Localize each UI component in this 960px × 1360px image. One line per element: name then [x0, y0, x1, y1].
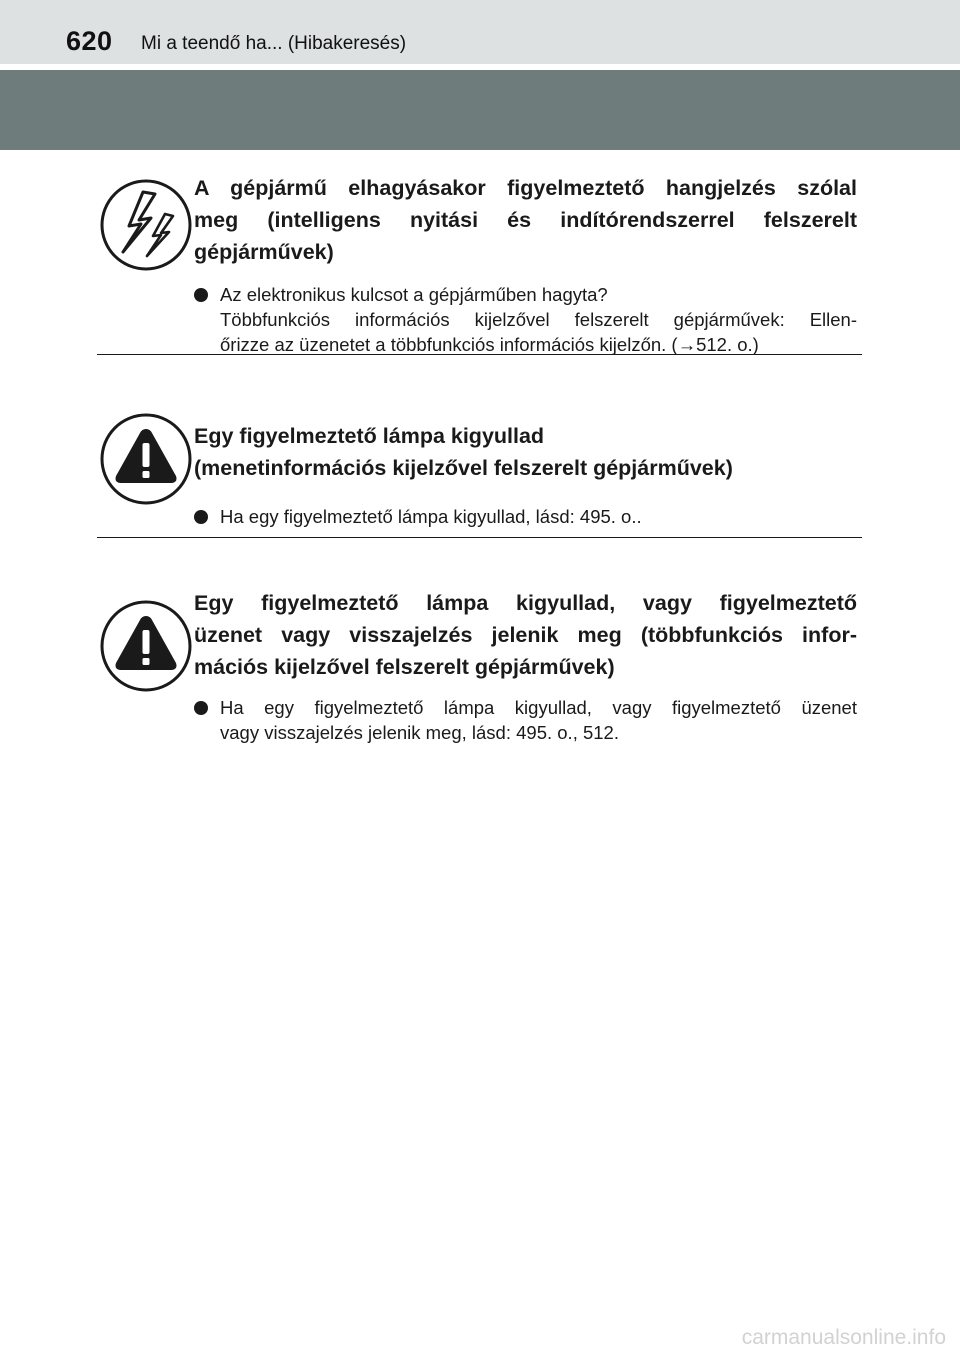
bullet-item	[194, 504, 857, 529]
bullet-line: Az elektronikus kulcsot a gépjárműben hagyta?	[220, 284, 608, 305]
heading-line: üzenet vagy visszajelzés jelenik meg (többfunkciós infor-	[194, 623, 857, 647]
heading-line: Egy figyelmeztető lámpa kigyullad, vagy figyelmeztető	[194, 591, 857, 615]
bullet-line: Ha egy figyelmeztető lámpa kigyullad, vagy figyelmeztető üzenet	[220, 697, 857, 718]
section-heading	[194, 587, 857, 683]
section-heading	[194, 420, 857, 484]
section-content	[194, 587, 857, 745]
bullet-icon	[194, 701, 208, 715]
watermark: carmanualsonline.info	[741, 1326, 946, 1349]
page-number: 620	[66, 26, 113, 56]
heading-line: meg (intelligens nyitási és indítórendszerrel felszerelt	[194, 208, 857, 232]
bullet-item	[194, 282, 857, 357]
heading-line: (menetinformációs kijelzővel felszerelt gépjárművek)	[194, 456, 733, 480]
warning-exclamation-icon	[99, 412, 193, 506]
electric-spark-icon	[99, 178, 193, 272]
section-heading	[194, 172, 857, 268]
bullet-item	[194, 695, 857, 745]
bullet-icon	[194, 510, 208, 524]
bullet-line: Többfunkciós információs kijelzővel felszerelt gépjárművek: Ellen-	[220, 309, 857, 330]
section-content	[194, 420, 857, 529]
section-band	[0, 70, 960, 150]
bullet-line: vagy visszajelzés jelenik meg, lásd: 495. o., 512.	[220, 722, 619, 743]
section-content	[194, 172, 857, 357]
warning-exclamation-icon	[99, 599, 193, 693]
bullet-icon	[194, 288, 208, 302]
bullet-line: Ha egy figyelmeztető lámpa kigyullad, lásd: 495. o..	[220, 506, 642, 527]
heading-line: mációs kijelzővel felszerelt gépjárművek)	[194, 655, 615, 679]
section-divider	[97, 354, 862, 355]
heading-line: A gépjármű elhagyásakor figyelmeztető hangjelzés szólal	[194, 176, 857, 200]
heading-line: gépjárművek)	[194, 240, 334, 264]
section-divider	[97, 537, 862, 538]
bullet-line: őrizze az üzenetet a többfunkciós információs kijelzőn. (→512. o.)	[220, 334, 759, 355]
running-header-title: Mi a teendő ha... (Hibakeresés)	[141, 33, 407, 54]
heading-line: Egy figyelmeztető lámpa kigyullad	[194, 424, 545, 448]
